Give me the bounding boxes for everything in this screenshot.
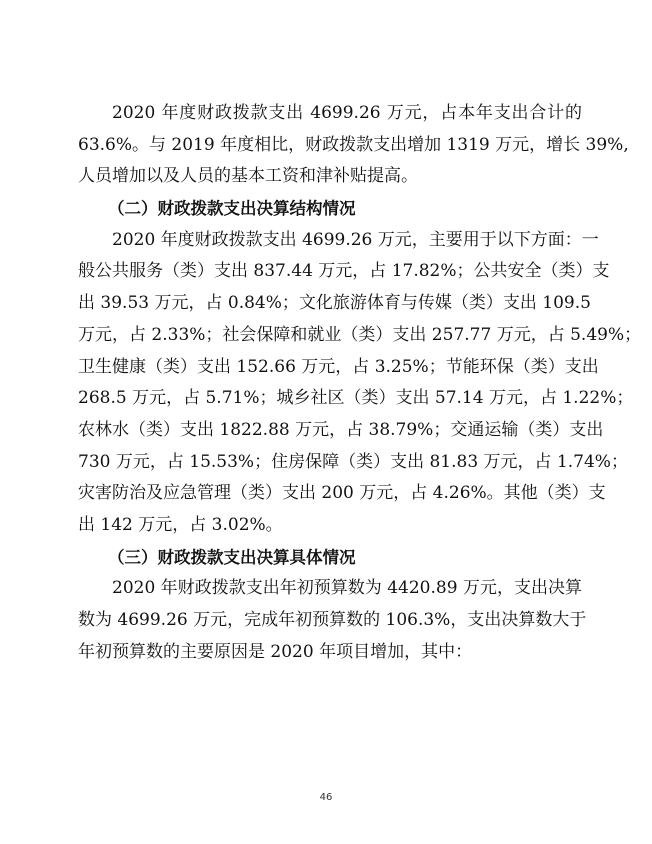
paragraph-line: 数为 4699.26 万元，完成年初预算数的 106.3%，支出决算数大于 — [78, 610, 587, 630]
section-heading: （三）财政拨款支出决算具体情况 — [108, 547, 356, 567]
paragraph-line: 人员增加以及人员的基本工资和津补贴提高。 — [78, 166, 418, 187]
paragraph-line: 2020 年度财政拨款支出 4699.26 万元，主要用于以下方面：一 — [112, 229, 599, 250]
paragraph-line: 2020 年度财政拨款支出 4699.26 万元，占本年支出合计的 — [112, 103, 582, 123]
paragraph-line: 出 142 万元，占 3.02%。 — [78, 514, 283, 535]
paragraph-line: 出 39.53 万元，占 0.84%；文化旅游体育与传媒（类）支出 109.5 — [78, 293, 591, 314]
paragraph-line: 63.6%。与 2019 年度相比，财政拨款支出增加 1319 万元，增长 39%, — [78, 134, 629, 155]
paragraph-line: 农林水（类）支出 1822.88 万元，占 38.79%；交通运输（类）支出 — [78, 419, 604, 440]
page-number: 46 — [319, 792, 333, 803]
paragraph-line: 般公共服务（类）支出 837.44 万元，占 17.82%；公共安全（类）支 — [78, 261, 610, 282]
paragraph-line: 2020 年财政拨款支出年初预算数为 4420.89 万元，支出决算 — [112, 578, 582, 599]
paragraph-line: 万元，占 2.33%；社会保障和就业（类）支出 257.77 万元，占 5.49%； — [78, 324, 642, 345]
paragraph-line: 灾害防治及应急管理（类）支出 200 万元，占 4.26%。其他（类）支 — [78, 483, 606, 504]
section-heading: （二）财政拨款支出决算结构情况 — [108, 199, 356, 219]
paragraph-line: 卫生健康（类）支出 152.66 万元，占 3.25%；节能环保（类）支出 — [78, 356, 599, 377]
paragraph-line: 730 万元，占 15.53%；住房保障（类）支出 81.83 万元，占 1.74%； — [78, 451, 628, 472]
document-body — [78, 98, 642, 668]
paragraph-line: 年初预算数的主要原因是 2020 年项目增加，其中： — [78, 641, 473, 662]
paragraph-line: 268.5 万元，占 5.71%；城乡社区（类）支出 57.14 万元，占 1.22%； — [78, 388, 634, 409]
